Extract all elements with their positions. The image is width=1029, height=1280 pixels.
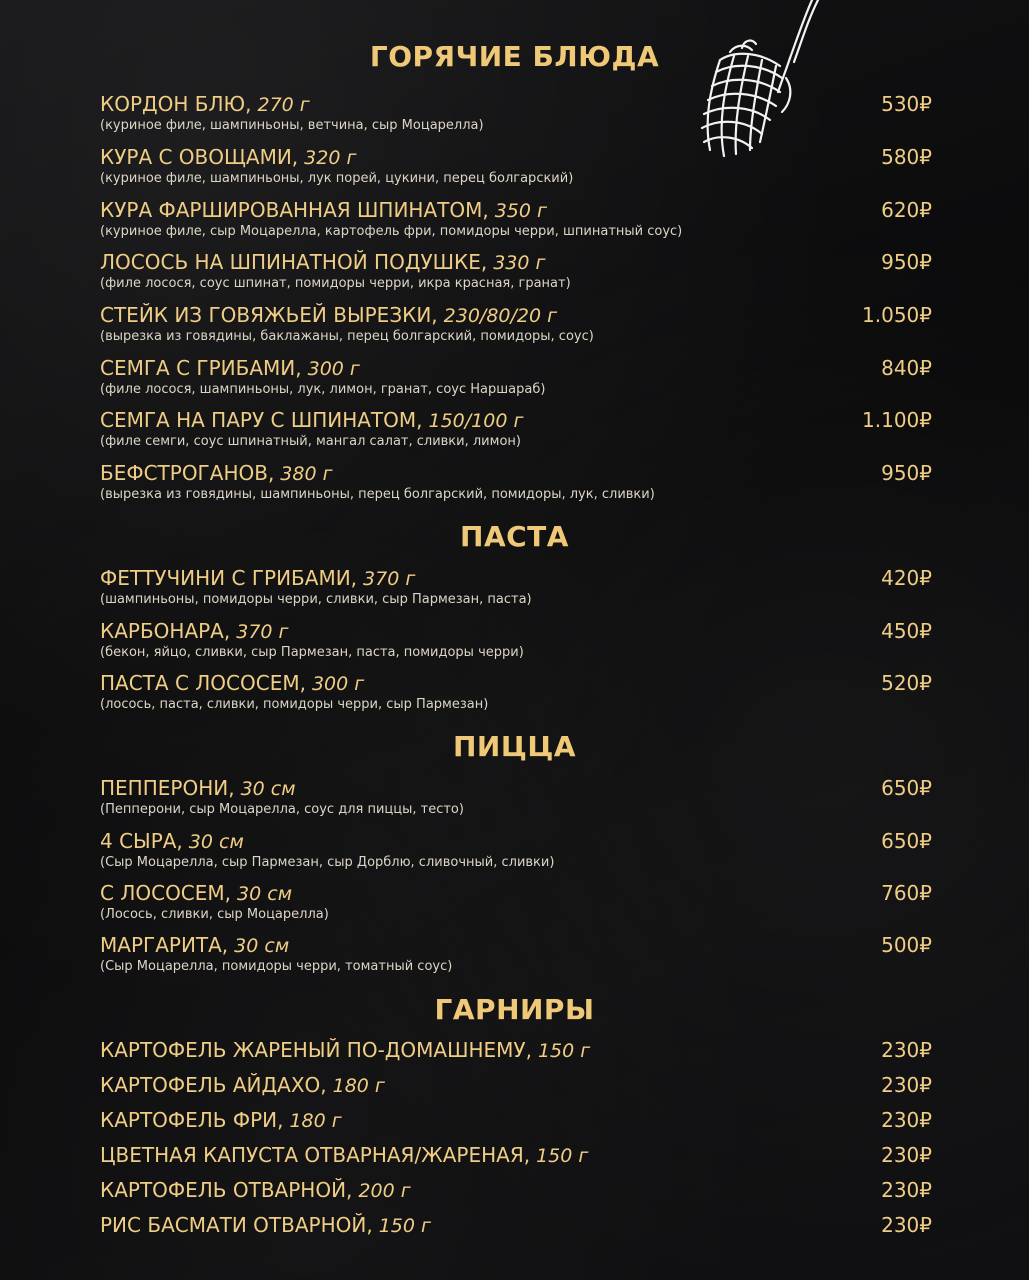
menu-item [100,145,932,186]
item-name: СЕМГА НА ПАРУ С ШПИНАТОМ, [100,408,423,432]
item-name: МАРГАРИТА, [100,933,229,957]
item-description: (филе семги, соус шпинатный, мангал салат, сливки, лимон) [100,434,521,449]
item-weight: 150 г [536,1145,589,1167]
item-name: КАРТОФЕЛЬ АЙДАХО, [100,1073,327,1097]
menu-item [100,303,932,344]
item-price: 230₽ [881,1108,932,1132]
item-weight: 300 г [311,673,365,695]
item-price: 520₽ [881,671,932,695]
menu-item [100,92,932,133]
item-weight: 30 см [188,831,244,853]
item-weight: 30 см [240,778,296,800]
menu-item [100,1038,932,1062]
item-price: 760₽ [881,881,932,905]
item-price: 580₽ [881,145,932,169]
menu-item [100,408,932,449]
menu-item [100,1178,932,1202]
item-description: (Лосось, сливки, сыр Моцарелла) [100,907,329,922]
item-price: 230₽ [881,1213,932,1237]
menu-item [100,1143,932,1167]
item-description: (куриное филе, шампиньоны, лук порей, цукини, перец болгарский) [100,171,574,186]
item-name: ПЕППЕРОНИ, [100,776,235,800]
menu-item [100,356,932,397]
section-title-pizza: ПИЦЦА [453,730,576,763]
item-description: (вырезка из говядины, баклажаны, перец болгарский, помидоры, соус) [100,329,594,344]
item-name: КАРБОНАРА, [100,619,231,643]
item-price: 1.050₽ [862,303,932,327]
menu-item [100,566,932,607]
item-weight: 370 г [363,568,416,590]
menu-item [100,198,932,239]
item-description: (бекон, яйцо, сливки, сыр Пармезан, паста, помидоры черри) [100,645,524,660]
item-weight: 180 г [332,1075,385,1097]
menu-item [100,671,932,712]
item-name: СЕМГА С ГРИБАМИ, [100,356,302,380]
menu-item [100,829,932,870]
item-description: (филе лосося, шампиньоны, лук, лимон, гранат, соус Наршараб) [100,382,546,397]
item-description: (Сыр Моцарелла, помидоры черри, томатный соус) [100,959,453,974]
item-name: ЦВЕТНАЯ КАПУСТА ОТВАРНАЯ/ЖАРЕНАЯ, [100,1143,531,1167]
menu-item [100,1108,932,1132]
item-weight: 150 г [537,1040,591,1062]
item-price: 230₽ [881,1143,932,1167]
item-description: (филе лосося, соус шпинат, помидоры черри, икра красная, гранат) [100,276,571,291]
item-weight: 150 г [378,1215,432,1237]
item-weight: 300 г [307,358,360,380]
item-description: (Сыр Моцарелла, сыр Пармезан, сыр Дорблю, сливочный, сливки) [100,855,555,870]
item-name: СТЕЙК ИЗ ГОВЯЖЬЕЙ ВЫРЕЗКИ, [100,303,438,327]
item-price: 1.100₽ [862,408,932,432]
item-weight: 230/80/20 г [443,305,558,327]
item-price: 950₽ [881,461,932,485]
menu-item [100,250,932,291]
item-weight: 270 г [257,94,310,116]
item-price: 450₽ [881,619,932,643]
item-price: 420₽ [881,566,932,590]
item-name: БЕФСТРОГАНОВ, [100,461,275,485]
item-description: (Пепперони, сыр Моцарелла, соус для пиццы, тесто) [100,802,464,817]
item-weight: 200 г [358,1180,411,1202]
item-name: ПАСТА С ЛОСОСЕМ, [100,671,306,695]
item-name: ЛОСОСЬ НА ШПИНАТНОЙ ПОДУШКЕ, [100,250,488,274]
item-price: 650₽ [881,829,932,853]
item-description: (куриное филе, сыр Моцарелла, картофель фри, помидоры черри, шпинатный соус) [100,224,683,239]
item-price: 950₽ [881,250,932,274]
menu-item [100,461,932,502]
menu-item [100,933,932,974]
section-title-sides: ГАРНИРЫ [434,993,595,1026]
item-price: 840₽ [881,356,932,380]
item-description: (лосось, паста, сливки, помидоры черри, сыр Пармезан) [100,697,489,712]
menu-item [100,881,932,922]
menu-item [100,1073,932,1097]
item-description: (вырезка из говядины, шампиньоны, перец болгарский, помидоры, лук, сливки) [100,487,655,502]
item-weight: 30 см [237,883,293,905]
item-price: 530₽ [881,92,932,116]
item-price: 230₽ [881,1038,932,1062]
item-name: КУРА ФАРШИРОВАННАЯ ШПИНАТОМ, [100,198,489,222]
item-price: 230₽ [881,1178,932,1202]
menu-item [100,619,932,660]
item-name: КАРТОФЕЛЬ ОТВАРНОЙ, [100,1178,353,1202]
menu-item [100,1213,932,1237]
item-weight: 150/100 г [428,410,524,432]
item-name: 4 СЫРА, [100,829,183,853]
item-name: ФЕТТУЧИНИ С ГРИБАМИ, [100,566,358,590]
item-description: (шампиньоны, помидоры черри, сливки, сыр Пармезан, паста) [100,592,532,607]
section-title-hot-dishes: ГОРЯЧИЕ БЛЮДА [369,40,660,73]
item-price: 650₽ [881,776,932,800]
item-name: РИС БАСМАТИ ОТВАРНОЙ, [100,1213,373,1237]
section-title-pasta: ПАСТА [460,520,569,553]
item-name: КАРТОФЕЛЬ ФРИ, [100,1108,284,1132]
item-name: КОРДОН БЛЮ, [100,92,252,116]
fork-with-pasta-icon [690,0,820,160]
item-weight: 30 см [234,935,290,957]
item-weight: 180 г [289,1110,342,1132]
item-weight: 370 г [236,621,289,643]
item-name: С ЛОСОСЕМ, [100,881,232,905]
item-name: КАРТОФЕЛЬ ЖАРЕНЫЙ ПО-ДОМАШНЕМУ, [100,1038,532,1062]
item-price: 500₽ [881,933,932,957]
menu-item [100,776,932,817]
item-weight: 330 г [493,252,546,274]
item-weight: 350 г [494,200,547,222]
item-price: 230₽ [881,1073,932,1097]
item-name: КУРА С ОВОЩАМИ, [100,145,299,169]
item-weight: 380 г [280,463,333,485]
item-description: (куриное филе, шампиньоны, ветчина, сыр Моцарелла) [100,118,484,133]
item-weight: 320 г [304,147,357,169]
item-price: 620₽ [881,198,932,222]
